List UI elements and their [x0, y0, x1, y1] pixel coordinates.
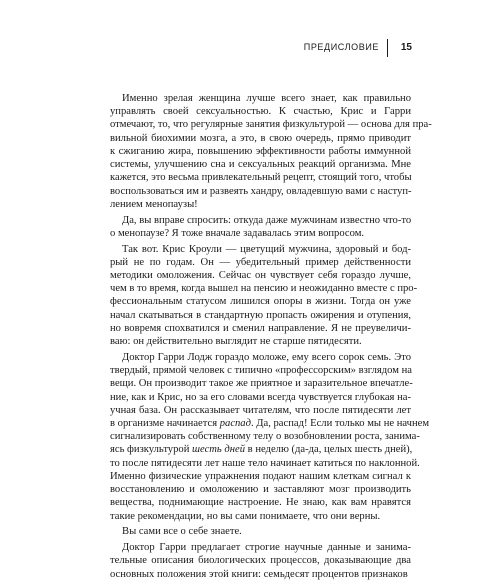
text-line: системы, улучшению сна и сексуальных реакций организма. Мне — [110, 159, 411, 171]
text-line: вещества, поднимающие настроение. Не знаю, как вам нравятся — [110, 497, 411, 509]
body-text — [110, 92, 432, 581]
text-line: Именно зрелая женщина лучше всего знает, как правильно — [122, 93, 411, 104]
text-line: Вы сами все о себе знаете. — [122, 526, 242, 538]
text-line: Доктор Гарри предлагает строгие научные данные и занима- — [122, 542, 411, 554]
text-line: рый не по годам. Он — убедительный пример действенности — [110, 256, 411, 268]
text-line: то после пятидесяти лет наше тело начинает катиться по наклонной. — [110, 457, 420, 469]
paragraph — [110, 541, 411, 581]
text-line: ваю: он действительно выглядит не старше пятидесяти. — [110, 336, 362, 348]
text-line: вильной биохимии мозга, а это, в свою очередь, прямо приводит — [110, 132, 411, 144]
paragraph — [110, 92, 432, 211]
paragraph — [110, 214, 411, 240]
paragraph — [110, 351, 430, 523]
text-line: такие рекомендации, но вы сами понимаете, что они верны. — [110, 510, 381, 522]
text-line: отмечают, то, что регулярные занятия физкультурой — основа для пра- — [110, 119, 432, 131]
text-line: учная база. Он рассказывает читателям, что после пятидесяти лет — [110, 404, 411, 416]
paragraph — [110, 243, 418, 349]
page-number: 15 — [400, 42, 412, 53]
text-line: но вовремя спохватился и сменил направление. Я не преувеличи- — [110, 322, 411, 334]
text-line: твердый, прямой человек с типично «профессорским» взглядом на — [110, 365, 412, 377]
text-line: воспользоваться им и развеять хандру, овладевшую вами с наступ- — [110, 185, 412, 197]
text-line: управлять своей сексуальностью. К счастью, Крис и Гарри — [110, 106, 411, 118]
text-line: сигнализировать собственному телу о возобновлении роста, занима- — [110, 431, 420, 443]
text-line: Именно физические упражнения подают нашим клеткам сигнал к — [110, 470, 411, 482]
text-line: ясь физкультурой шесть дней в неделю (да-да, целых шесть дней), — [110, 444, 413, 456]
text-line: чем в то время, когда вышел на пенсию и неожиданно вместе с про- — [110, 283, 418, 295]
header-divider — [387, 39, 388, 57]
text-line: методики омоложения. Сейчас он чувствует себя гораздо лучше, — [110, 270, 411, 282]
text-line: вещи. Он производит такое же приятное и заразительное впечатле- — [110, 378, 413, 390]
running-title: ПРЕДИСЛОВИЕ — [303, 42, 379, 52]
text-line: к сжиганию жира, повышению эффективности работы иммунной — [110, 145, 411, 157]
paragraph — [110, 525, 411, 538]
text-line: Да, вы вправе спросить: откуда даже мужчинам известно что-то — [122, 214, 412, 226]
text-line: тельные описания биологических процессов, доказывающие два — [110, 555, 411, 567]
text-line: Доктор Гарри Лодж гораздо моложе, ему всего сорок семь. Это — [122, 351, 411, 363]
text-line: кажется, это весьма привлекательный рецепт, стоящий того, чтобы — [110, 172, 412, 184]
text-line: начал скатываться в стандартную пропасть ожирения и отупения, — [110, 309, 411, 321]
page-header — [300, 39, 412, 59]
text-line: фессиональным статусом лишился опоры в жизни. Тогда он уже — [110, 296, 411, 308]
text-line: в организме начинается распад. Да, распад! Если только мы не начнем — [110, 418, 430, 430]
text-line: о менопаузе? Я тоже вначале задавалась этим вопросом. — [110, 227, 365, 239]
text-line: восстановлению и омоложению и заставляют мозг производить — [110, 484, 411, 496]
text-line: основных положения этой книги: семьдесят процентов признаков — [110, 568, 408, 580]
text-line: ние, как и Крис, но за его словами всегда чувствуется глубокая на- — [110, 391, 411, 403]
text-line: лением менопаузы! — [110, 198, 198, 210]
text-line: Так вот. Крис Кроули — цветущий мужчина, здоровый и бод- — [122, 243, 411, 255]
